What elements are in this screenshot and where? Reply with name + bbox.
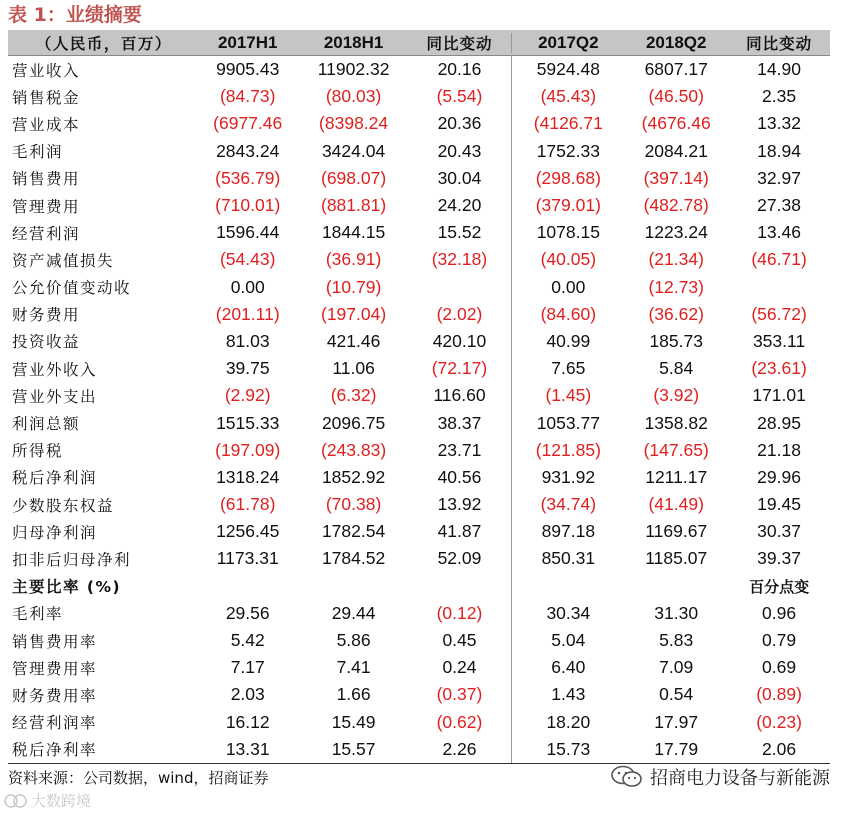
cell-2018q2: (21.34) [648, 249, 704, 270]
cell-yoy-q2: 18.94 [757, 140, 801, 161]
cell-yoy-h1: 0.24 [442, 657, 477, 678]
cell-2017q2: 1078.15 [511, 219, 624, 246]
cell-2018q2: 5.84 [659, 358, 694, 379]
table-row [8, 192, 830, 219]
row-label: 经营利润率 [12, 714, 98, 733]
row-label: 税后净利润 [12, 469, 98, 488]
cell-2018h1: 1844.15 [321, 222, 386, 243]
cell-yoy-q2: (56.72) [751, 303, 807, 324]
row-label: 毛利润 [12, 143, 64, 162]
header-unit: （人民币，百万） [35, 34, 172, 53]
cell-yoy-h1: 15.52 [437, 222, 482, 243]
row-label: 财务费用 [12, 306, 81, 325]
cell-yoy-q2: 32.97 [757, 167, 801, 188]
cell-2017q2: 0.00 [511, 274, 624, 301]
cell-2017q2: (4126.71 [511, 110, 624, 137]
cell-2017h1: (84.73) [219, 86, 276, 107]
cell-yoy-h1: 20.36 [437, 113, 482, 134]
table-row [8, 355, 830, 382]
row-label: 营业成本 [12, 115, 81, 134]
cell-yoy-h1: 420.10 [432, 330, 487, 351]
cell-2018q2: 2084.21 [644, 140, 708, 161]
cell-2017h1: 9905.43 [216, 59, 280, 80]
cell-2017q2: 1752.33 [511, 138, 624, 165]
row-label: 销售费用 [12, 170, 81, 189]
cell-2017q2: (121.85) [511, 437, 624, 464]
cell-2018h1: (6.32) [330, 385, 377, 406]
row-label: 公允价值变动收 [12, 279, 132, 298]
cell-yoy-q2: 0.96 [762, 602, 797, 623]
cell-2018q2: 31.30 [654, 602, 699, 623]
cell-2017q2: 931.92 [511, 464, 624, 491]
watermark [4, 790, 91, 811]
table-row [8, 491, 830, 518]
cell-yoy-q2: 21.18 [757, 439, 801, 460]
row-label: 经营利润 [12, 224, 81, 243]
cell-2017h1: 13.31 [225, 738, 270, 759]
cell-2018q2: 6807.17 [644, 59, 708, 80]
cell-2017h1: 1318.24 [216, 466, 280, 487]
table-row [8, 138, 830, 165]
cell-2018q2: (3.92) [653, 385, 700, 406]
table-row [8, 83, 830, 110]
cell-yoy-q2: 29.96 [757, 466, 801, 487]
cell-2018h1: (36.91) [325, 249, 382, 270]
brand-name: 招商电力设备与新能源 [650, 768, 830, 789]
cell-2017h1: (710.01) [215, 195, 281, 216]
cell-2018q2: 5.83 [659, 630, 694, 651]
ratio-section-header [8, 573, 830, 600]
cell-2018q2: 1185.07 [645, 548, 708, 569]
cell-2017q2: (1.45) [511, 382, 624, 409]
ratio-row [8, 709, 830, 736]
cell-2017q2: 1053.77 [511, 409, 624, 436]
cell-yoy-h1: (0.62) [436, 711, 483, 732]
row-label: 利润总额 [12, 415, 81, 434]
header-2017h1: 2017H1 [217, 32, 278, 52]
cell-yoy-q2: (46.71) [751, 249, 807, 270]
cell-yoy-h1: 13.92 [437, 494, 482, 515]
row-label: 资产减值损失 [12, 251, 115, 270]
cell-2018h1: 421.46 [326, 330, 381, 351]
ratio-row [8, 654, 830, 681]
cell-2017h1: 1173.31 [216, 548, 279, 569]
cell-yoy-h1: (0.12) [436, 602, 483, 623]
cell-2017q2: (84.60) [511, 301, 624, 328]
cell-2017h1: 5.42 [230, 630, 265, 651]
table-row [8, 464, 830, 491]
cell-2017h1: 2843.24 [216, 140, 280, 161]
wechat-icon [610, 765, 644, 789]
cell-2018q2: 1223.24 [644, 222, 708, 243]
cell-yoy-h1: (2.02) [436, 303, 483, 324]
cell-2018h1: (70.38) [325, 494, 382, 515]
cell-yoy-q2: 2.06 [762, 738, 797, 759]
cell-2018h1: (881.81) [321, 195, 387, 216]
row-label: 销售税金 [12, 88, 81, 107]
cell-2017q2: 6.40 [511, 654, 624, 681]
cell-2017q2: 7.65 [511, 355, 624, 382]
row-label: 营业外收入 [12, 360, 98, 379]
cell-yoy-h1: (32.18) [431, 249, 488, 270]
row-label: 归母净利润 [12, 523, 98, 542]
cell-2017h1: 0.00 [230, 276, 265, 297]
cell-yoy-h1: 0.45 [442, 630, 477, 651]
cell-2017h1: 16.12 [225, 711, 270, 732]
table-row [8, 518, 830, 545]
table-row [8, 437, 830, 464]
table-row [8, 545, 830, 572]
cell-yoy-q2: 30.37 [757, 521, 801, 542]
cell-2017q2: (40.05) [511, 246, 624, 273]
cell-2018h1: 11.06 [332, 358, 375, 379]
watermark-text: 大数跨境 [31, 792, 92, 810]
cell-2018q2: (4676.46 [641, 113, 711, 134]
row-label: 财务费用率 [12, 686, 98, 705]
table-row [8, 328, 830, 355]
ratio-body [8, 600, 830, 763]
source-note: 资料来源：公司数据，wind，招商证券 [8, 769, 269, 787]
header-yoy-q2: 同比变动 [746, 34, 813, 53]
cell-2017h1: 29.56 [225, 602, 270, 623]
cell-yoy-q2: 171.01 [752, 385, 806, 406]
cell-yoy-h1: 30.04 [437, 167, 482, 188]
header-yoy-h1: 同比变动 [426, 34, 493, 53]
table-header-row [8, 30, 830, 56]
ratio-row [8, 681, 830, 708]
cell-2017q2: 897.18 [511, 518, 624, 545]
cell-2017q2: (298.68) [511, 165, 624, 192]
row-label: 税后净利率 [12, 741, 98, 760]
cell-yoy-q2: 14.90 [757, 59, 801, 80]
cell-2018h1: (10.79) [325, 276, 382, 297]
logo-mark-icon [4, 792, 28, 810]
cell-2018q2: 1211.17 [645, 466, 708, 487]
brand-badge [610, 764, 830, 790]
cell-2018q2: (41.49) [648, 494, 704, 515]
cell-2017h1: 1256.45 [216, 521, 280, 542]
cell-yoy-h1: 38.37 [437, 412, 482, 433]
cell-yoy-h1: 20.16 [437, 59, 482, 80]
row-label: 管理费用率 [12, 659, 98, 678]
cell-2018h1: 7.41 [336, 657, 371, 678]
cell-2018h1: 1.66 [336, 684, 371, 705]
cell-2018h1: 2096.75 [321, 412, 386, 433]
ratio-row [8, 736, 830, 763]
cell-2017q2: 15.73 [511, 736, 624, 763]
cell-yoy-h1: (5.54) [436, 86, 483, 107]
cell-2018q2: 17.97 [654, 711, 699, 732]
table-body [8, 56, 830, 573]
cell-2017q2: 850.31 [511, 545, 624, 572]
cell-2017h1: 1515.33 [216, 412, 280, 433]
cell-yoy-h1: 20.43 [437, 140, 482, 161]
cell-2017h1: (61.78) [219, 494, 276, 515]
cell-2017h1: (2.92) [224, 385, 271, 406]
cell-2018q2: 1169.67 [645, 521, 708, 542]
cell-2018h1: 3424.04 [321, 140, 386, 161]
cell-2018q2: 7.09 [659, 657, 694, 678]
cell-2017q2: (45.43) [511, 83, 624, 110]
header-2018h1: 2018H1 [323, 32, 384, 52]
row-label: 管理费用 [12, 197, 81, 216]
cell-2018h1: (8398.24 [319, 113, 389, 134]
cell-2017h1: 7.17 [230, 657, 265, 678]
table-row [8, 246, 830, 273]
cell-2017h1: (201.11) [215, 303, 280, 324]
cell-yoy-q2: 2.35 [762, 86, 797, 107]
cell-yoy-h1: 52.09 [437, 548, 482, 569]
cell-2018h1: 11902.32 [317, 59, 390, 80]
ratio-change-header: 百分点变 [749, 577, 810, 596]
summary-table [8, 30, 830, 763]
cell-2018q2: (482.78) [643, 195, 709, 216]
row-label: 投资收益 [12, 333, 81, 352]
cell-yoy-h1: 24.20 [437, 195, 482, 216]
cell-2017q2: 5924.48 [511, 56, 624, 83]
cell-2018q2: 185.73 [649, 330, 703, 351]
cell-2018q2: 17.79 [654, 738, 699, 759]
cell-yoy-q2: (23.61) [751, 358, 807, 379]
row-label: 少数股东权益 [12, 496, 115, 515]
table-row [8, 274, 830, 301]
cell-2017h1: (54.43) [219, 249, 276, 270]
cell-yoy-h1: 40.56 [437, 466, 482, 487]
cell-2017q2: 18.20 [511, 709, 624, 736]
cell-2017q2: 1.43 [511, 681, 624, 708]
cell-2018q2: (397.14) [643, 167, 709, 188]
row-label: 所得税 [12, 442, 64, 461]
row-label: 营业外支出 [12, 387, 98, 406]
cell-yoy-q2: 13.46 [757, 222, 801, 243]
ratio-row [8, 627, 830, 654]
cell-yoy-q2: 19.45 [757, 494, 801, 515]
cell-2018q2: (147.65) [643, 439, 709, 460]
row-label: 销售费用率 [12, 632, 98, 651]
cell-yoy-q2: 13.32 [757, 113, 801, 134]
cell-2018h1: (80.03) [325, 86, 382, 107]
table-row [8, 382, 830, 409]
cell-2017h1: 1596.44 [216, 222, 280, 243]
table-title: 表 1：业绩摘要 [8, 4, 142, 26]
table-row [8, 301, 830, 328]
cell-2018q2: (12.73) [648, 276, 704, 297]
row-label: 营业收入 [12, 61, 81, 80]
cell-2018h1: 1782.54 [321, 521, 386, 542]
cell-2017q2: (379.01) [511, 192, 624, 219]
cell-2018h1: 1852.92 [321, 466, 386, 487]
cell-2017h1: (6977.46 [213, 113, 283, 134]
cell-2018h1: (243.83) [321, 439, 387, 460]
cell-2017q2: 30.34 [511, 600, 624, 627]
cell-2017q2: (34.74) [511, 491, 624, 518]
cell-2018q2: 1358.82 [644, 412, 708, 433]
cell-yoy-h1: 2.26 [442, 738, 477, 759]
cell-2017h1: 39.75 [225, 358, 270, 379]
cell-yoy-q2: 353.11 [752, 330, 806, 351]
ratio-row [8, 600, 830, 627]
cell-2017q2: 40.99 [511, 328, 624, 355]
cell-yoy-h1: (72.17) [431, 358, 488, 379]
table-row [8, 409, 830, 436]
cell-yoy-h1: 116.60 [433, 385, 486, 406]
header-2017q2: 2017Q2 [511, 33, 624, 53]
cell-2017h1: (536.79) [215, 167, 281, 188]
cell-yoy-h1: 23.71 [437, 439, 482, 460]
cell-2017h1: 81.03 [225, 330, 270, 351]
cell-yoy-q2: 39.37 [757, 548, 801, 569]
table-row [8, 110, 830, 137]
cell-2017h1: 2.03 [230, 684, 265, 705]
cell-2018h1: 1784.52 [321, 548, 386, 569]
cell-2018h1: (698.07) [321, 167, 387, 188]
table-row [8, 56, 830, 83]
cell-2018h1: 15.49 [331, 711, 376, 732]
row-label: 扣非后归母净利 [12, 550, 132, 569]
header-2018q2: 2018Q2 [645, 32, 707, 52]
cell-2017h1: (197.09) [215, 439, 281, 460]
cell-2018h1: 5.86 [336, 630, 371, 651]
cell-2018h1: (197.04) [321, 303, 387, 324]
cell-2018h1: 15.57 [331, 738, 376, 759]
ratio-section-title: 主要比率 (%) [12, 578, 122, 597]
cell-yoy-q2: (0.89) [756, 684, 802, 705]
row-label: 毛利率 [12, 605, 64, 624]
cell-2018q2: (36.62) [648, 303, 704, 324]
cell-2018q2: 0.54 [659, 684, 694, 705]
cell-2018h1: 29.44 [331, 602, 376, 623]
cell-yoy-q2: 0.79 [762, 630, 797, 651]
cell-yoy-h1: (0.37) [436, 684, 483, 705]
cell-2017q2: 5.04 [511, 627, 624, 654]
cell-yoy-q2: 0.69 [762, 657, 797, 678]
cell-yoy-q2: 28.95 [757, 412, 801, 433]
cell-yoy-q2: 27.38 [757, 195, 801, 216]
cell-yoy-q2: (0.23) [756, 711, 802, 732]
table-row [8, 165, 830, 192]
table-row [8, 219, 830, 246]
cell-2018q2: (46.50) [648, 86, 704, 107]
cell-yoy-h1: 41.87 [437, 521, 482, 542]
